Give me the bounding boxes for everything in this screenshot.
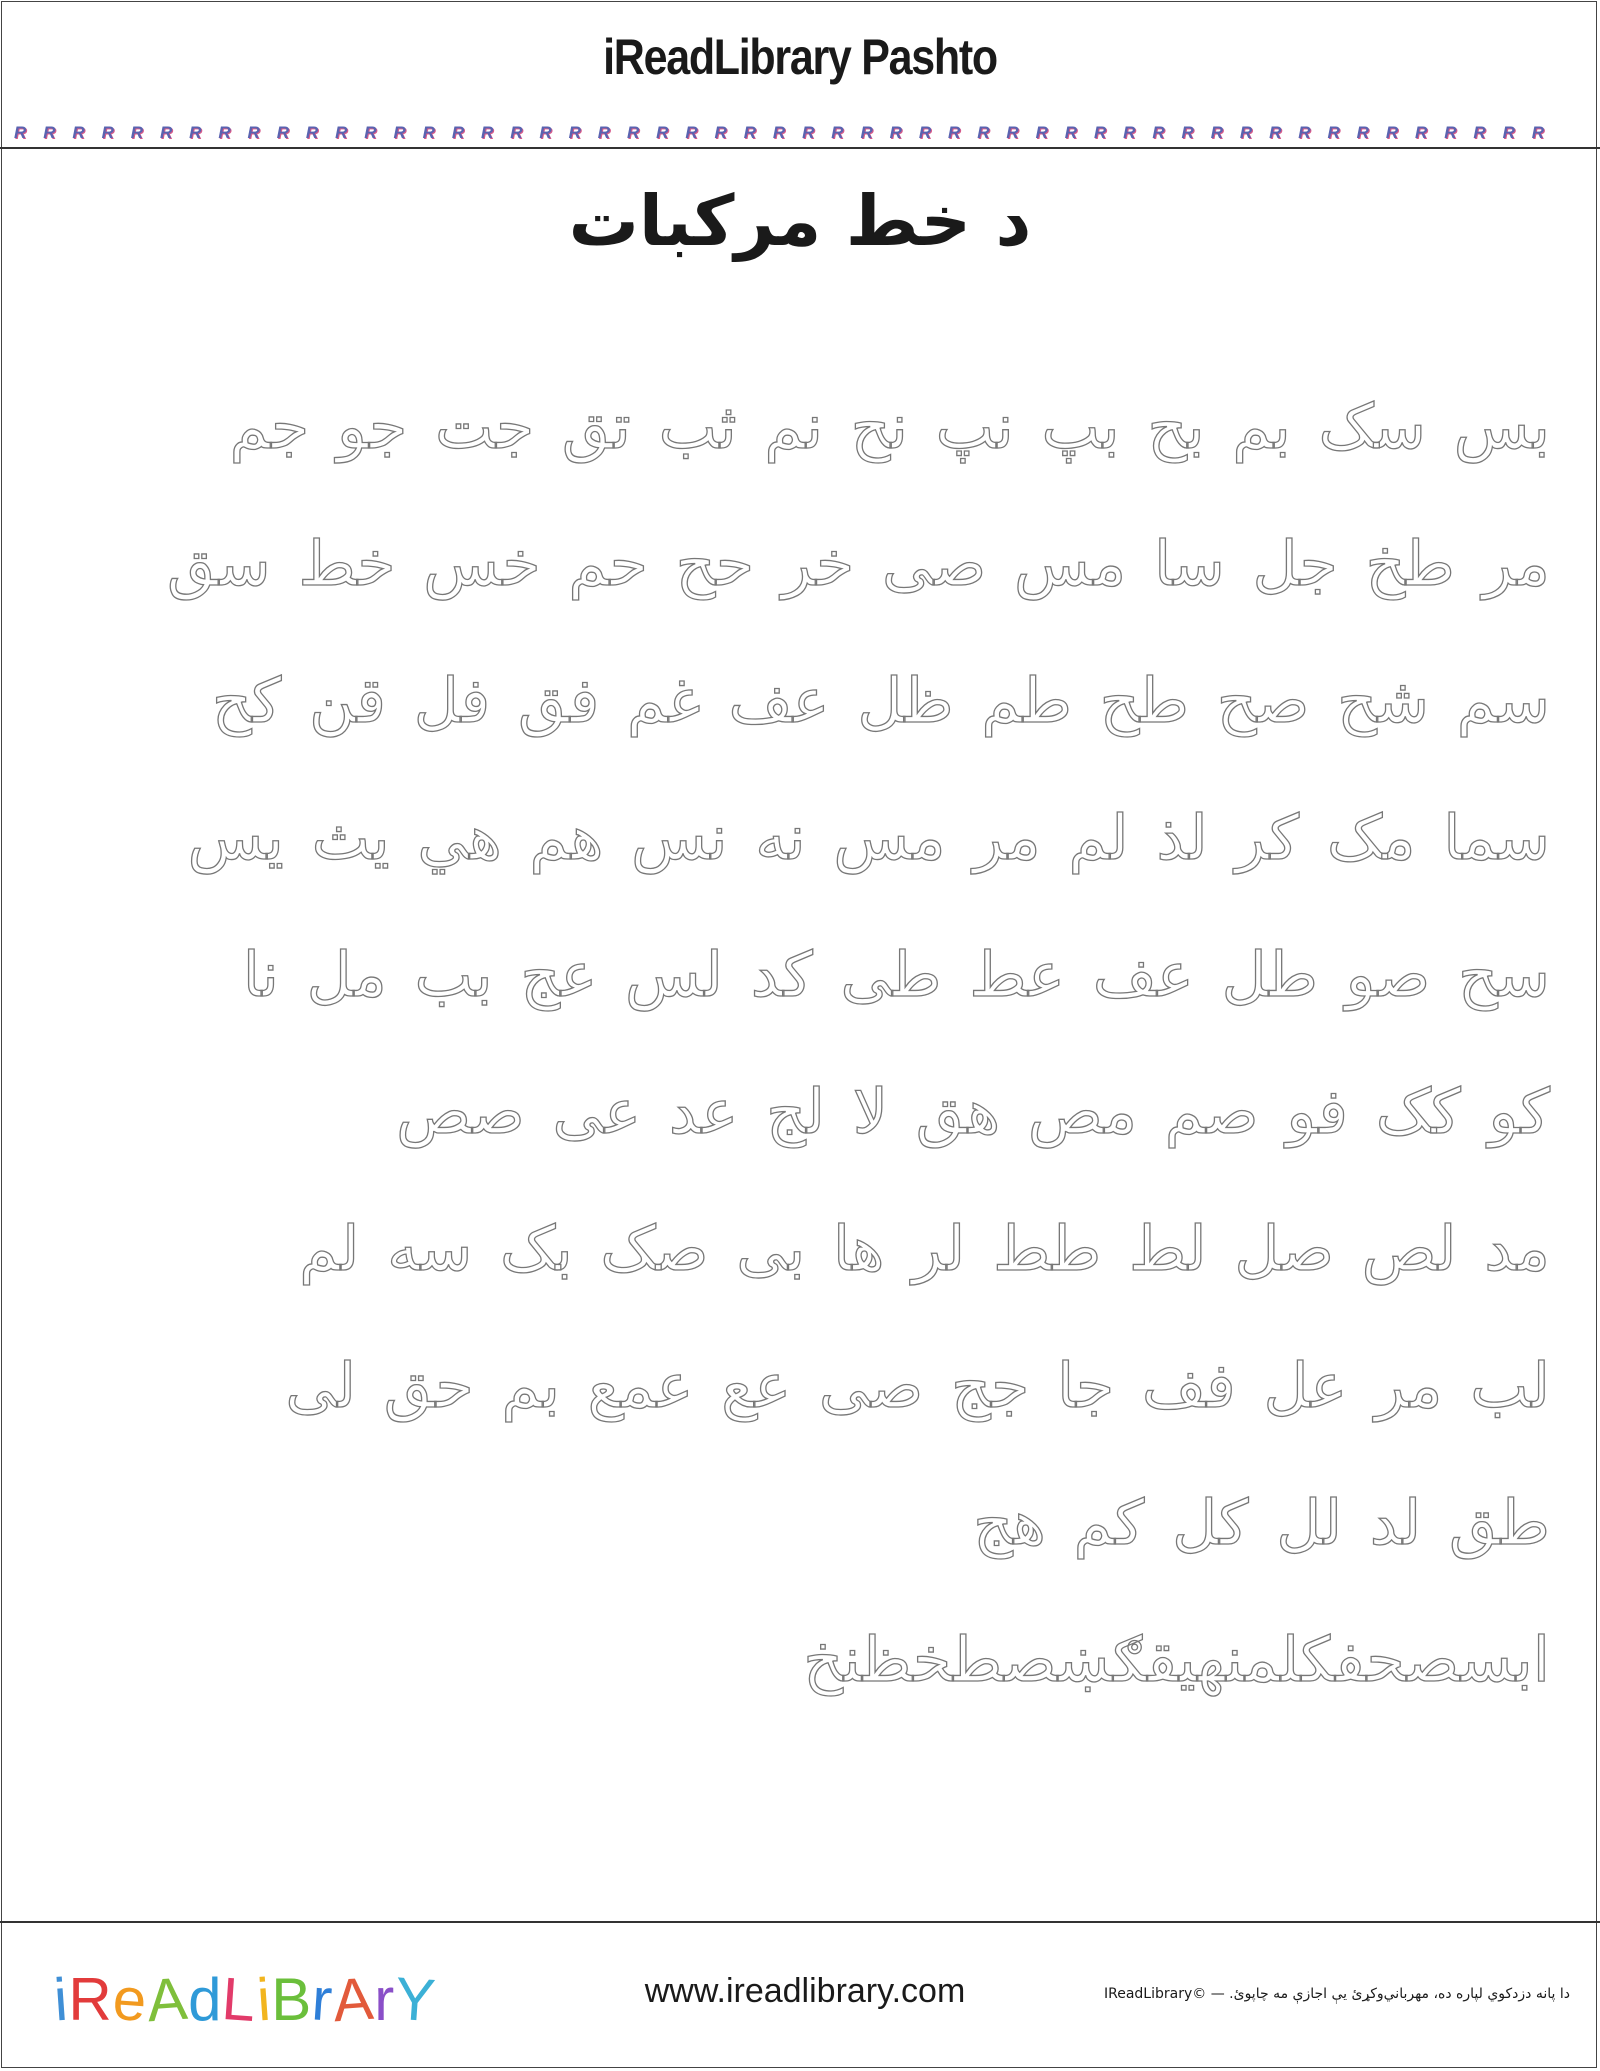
stripe-glyph: R	[597, 123, 611, 142]
stripe-glyph: R	[568, 123, 581, 142]
stripe-glyph: R	[218, 123, 231, 142]
stripe-glyph: R	[1531, 123, 1545, 142]
stripe-glyph: R	[1356, 123, 1369, 142]
logo-letter: B	[271, 1966, 313, 2033]
stripe-glyph: R	[685, 123, 698, 142]
trace-line: بس سک بم بح بپ نپ نح نم ثب تق جت جو جم	[229, 390, 1550, 463]
logo-letter: r	[374, 1966, 396, 2033]
stripe-glyph: R	[481, 123, 494, 142]
trace-line: مد لص صل لط طط لر ها بی صک بک سه لم	[299, 1212, 1550, 1285]
trace-line: مر طخ جل سا مس صی خر حح حم خس خط سق	[167, 527, 1550, 600]
stripe-glyph: R	[656, 123, 669, 142]
stripe-glyph: R	[422, 123, 435, 142]
stripe-glyph: R	[772, 123, 786, 142]
logo-letter: d	[188, 1966, 223, 2033]
stripe-glyph: R	[626, 123, 640, 142]
page-title: د خط مرکبات	[568, 180, 1032, 262]
stripe-glyph: R	[247, 123, 260, 142]
trace-line: لب مر عل فف جا جج صی عع عمع بم حق لی	[285, 1349, 1550, 1422]
stripe-glyph: R	[305, 123, 319, 142]
trace-line: ابسصحفکلمنهيقګښصطخظنخ	[803, 1623, 1550, 1696]
copyright-notice: دا پانه دزدکوي لپاره ده، مهرباني‌وکړئ یې اجازې مه چاپوئ. — ©IReadLibrary	[1104, 1986, 1570, 2002]
stripe-glyph: R	[1473, 123, 1486, 142]
logo-letter: i	[254, 1965, 274, 2034]
stripe-glyph: R	[918, 123, 932, 142]
stripe-glyph: R	[335, 123, 348, 142]
logo-letter: e	[110, 1964, 150, 2035]
stripe-glyph: R	[1269, 123, 1282, 142]
stripe-glyph: R	[14, 123, 27, 142]
stripe-glyph: R	[1181, 123, 1194, 142]
stripe-glyph: R	[189, 123, 202, 142]
stripe-glyph: R	[1006, 123, 1019, 142]
stripe-glyph: R	[393, 123, 406, 142]
header-title: iReadLibrary Pashto	[603, 29, 997, 85]
stripe-glyph: R	[130, 123, 144, 142]
stripe-glyph: R	[714, 123, 727, 142]
stripe-glyph: R	[1385, 123, 1399, 142]
trace-line: کو کک فو صم مص هق لا لج عد عی صص	[396, 1075, 1550, 1148]
stripe-glyph: R	[860, 123, 873, 142]
stripe-glyph: R	[1415, 123, 1428, 142]
stripe-glyph: R	[1444, 123, 1457, 142]
logo-letter: i	[51, 1965, 71, 2034]
stripe-glyph: R	[1239, 123, 1253, 142]
stripe-glyph: R	[364, 123, 377, 142]
header-divider	[0, 147, 1600, 149]
stripe-glyph: R	[72, 123, 85, 142]
logo-letter: R	[68, 1966, 113, 2033]
trace-line: طق لد لل کل کم هج	[973, 1486, 1550, 1559]
logo-letter: Y	[392, 1964, 439, 2035]
stripe-glyph: R	[1035, 123, 1048, 142]
logo-letter: L	[220, 1964, 260, 2035]
website-link[interactable]: www.ireadlibrary.com	[644, 1972, 966, 2010]
logo-letter: A	[330, 1964, 377, 2035]
decorative-stripe	[14, 124, 1574, 146]
logo-letter: r	[309, 1965, 336, 2034]
stripe-glyph: R	[276, 123, 289, 142]
stripe-glyph: R	[1064, 123, 1078, 142]
stripe-glyph: R	[1298, 123, 1311, 142]
stripe-glyph: R	[43, 123, 56, 142]
stripe-glyph: R	[1093, 123, 1107, 142]
stripe-glyph: R	[510, 123, 523, 142]
stripe-glyph: R	[101, 123, 114, 142]
stripe-glyph: R	[451, 123, 465, 142]
logo-letter: A	[144, 1964, 191, 2035]
footer-divider	[0, 1921, 1600, 1923]
stripe-glyph: R	[948, 123, 961, 142]
stripe-glyph: R	[1502, 123, 1515, 142]
trace-line: سم شح صح طح طم ظل عف غم فق فل قن کح	[211, 664, 1550, 737]
stripe-glyph: R	[889, 123, 902, 142]
trace-line: سح صو طل عف عط طی کد لس عج بب مل نا	[242, 938, 1550, 1011]
stripe-glyph: R	[1210, 123, 1223, 142]
stripe-glyph: R	[802, 123, 815, 142]
trace-line: سما مک کر لذ لم مر مس نه نس هم هي يث يس	[187, 801, 1550, 874]
stripe-glyph: R	[1152, 123, 1165, 142]
stripe-glyph: R	[831, 123, 844, 142]
stripe-glyph: R	[977, 123, 990, 142]
stripe-glyph: R	[1327, 123, 1340, 142]
tracing-lines	[30, 358, 1550, 1728]
stripe-glyph: R	[539, 123, 552, 142]
stripe-glyph: R	[743, 123, 756, 142]
stripe-glyph: R	[1123, 123, 1136, 142]
stripe-glyph: R	[159, 123, 173, 142]
